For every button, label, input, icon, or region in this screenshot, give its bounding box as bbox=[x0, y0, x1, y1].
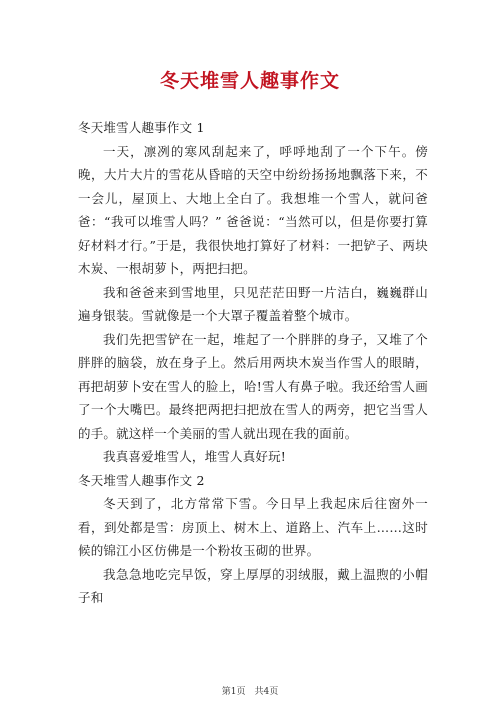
paragraph: 我和爸爸来到雪地里，只见茫茫田野一片洁白，巍巍群山遍身银装。雪就像是一个大罩子覆盖着整个城市。 bbox=[78, 284, 428, 323]
paragraph: 我们先把雪铲在一起，堆起了一个胖胖的身子，又堆了个胖胖的脑袋，放在身子上。然后用两块木炭当作雪人的眼睛，再把胡萝卜安在雪人的脸上，哈!雪人有鼻子啦。我还给雪人画了一个大嘴巴。最终把两把扫把放在雪人的两旁，把它当雪人的手。就这样一个美丽的雪人就出现在我的面前。 bbox=[78, 331, 428, 441]
paragraph: 我急急地吃完早饭，穿上厚厚的羽绒服，戴上温煦的小帽子和 bbox=[78, 566, 428, 605]
section-heading: 冬天堆雪人趣事作文 1 bbox=[78, 120, 205, 135]
document-title: 冬天堆雪人趣事作文 bbox=[159, 70, 340, 92]
page-footer: 第1页 共4页 bbox=[221, 687, 279, 697]
document-body bbox=[78, 116, 428, 610]
paragraph: 冬天到了，北方常常下雪。今日早上我起床后往窗外一看，到处都是雪：房顶上、树木上、道路上、汽车上……这时候的锦江小区仿佛是一个粉妆玉砌的世界。 bbox=[78, 496, 428, 558]
paragraph: 我真喜爱堆雪人，堆雪人真好玩! bbox=[103, 449, 287, 464]
section-heading: 冬天堆雪人趣事作文 2 bbox=[78, 472, 205, 488]
paragraph: 一天，凛冽的寒风刮起来了，呼呼地刮了一个下午。傍晚，大片大片的雪花从昏暗的天空中纷纷扬扬地飘落下来，不一会儿，屋顶上、大地上全白了。我想堆一个雪人，就问爸爸：“我可以堆雪人吗？” 爸爸说：“当然可以，但是你要打算好材料才行。”于是，我很快地打算好了材料：一把铲子、两块木炭、一根胡萝卜，两把扫把。 bbox=[78, 143, 428, 276]
